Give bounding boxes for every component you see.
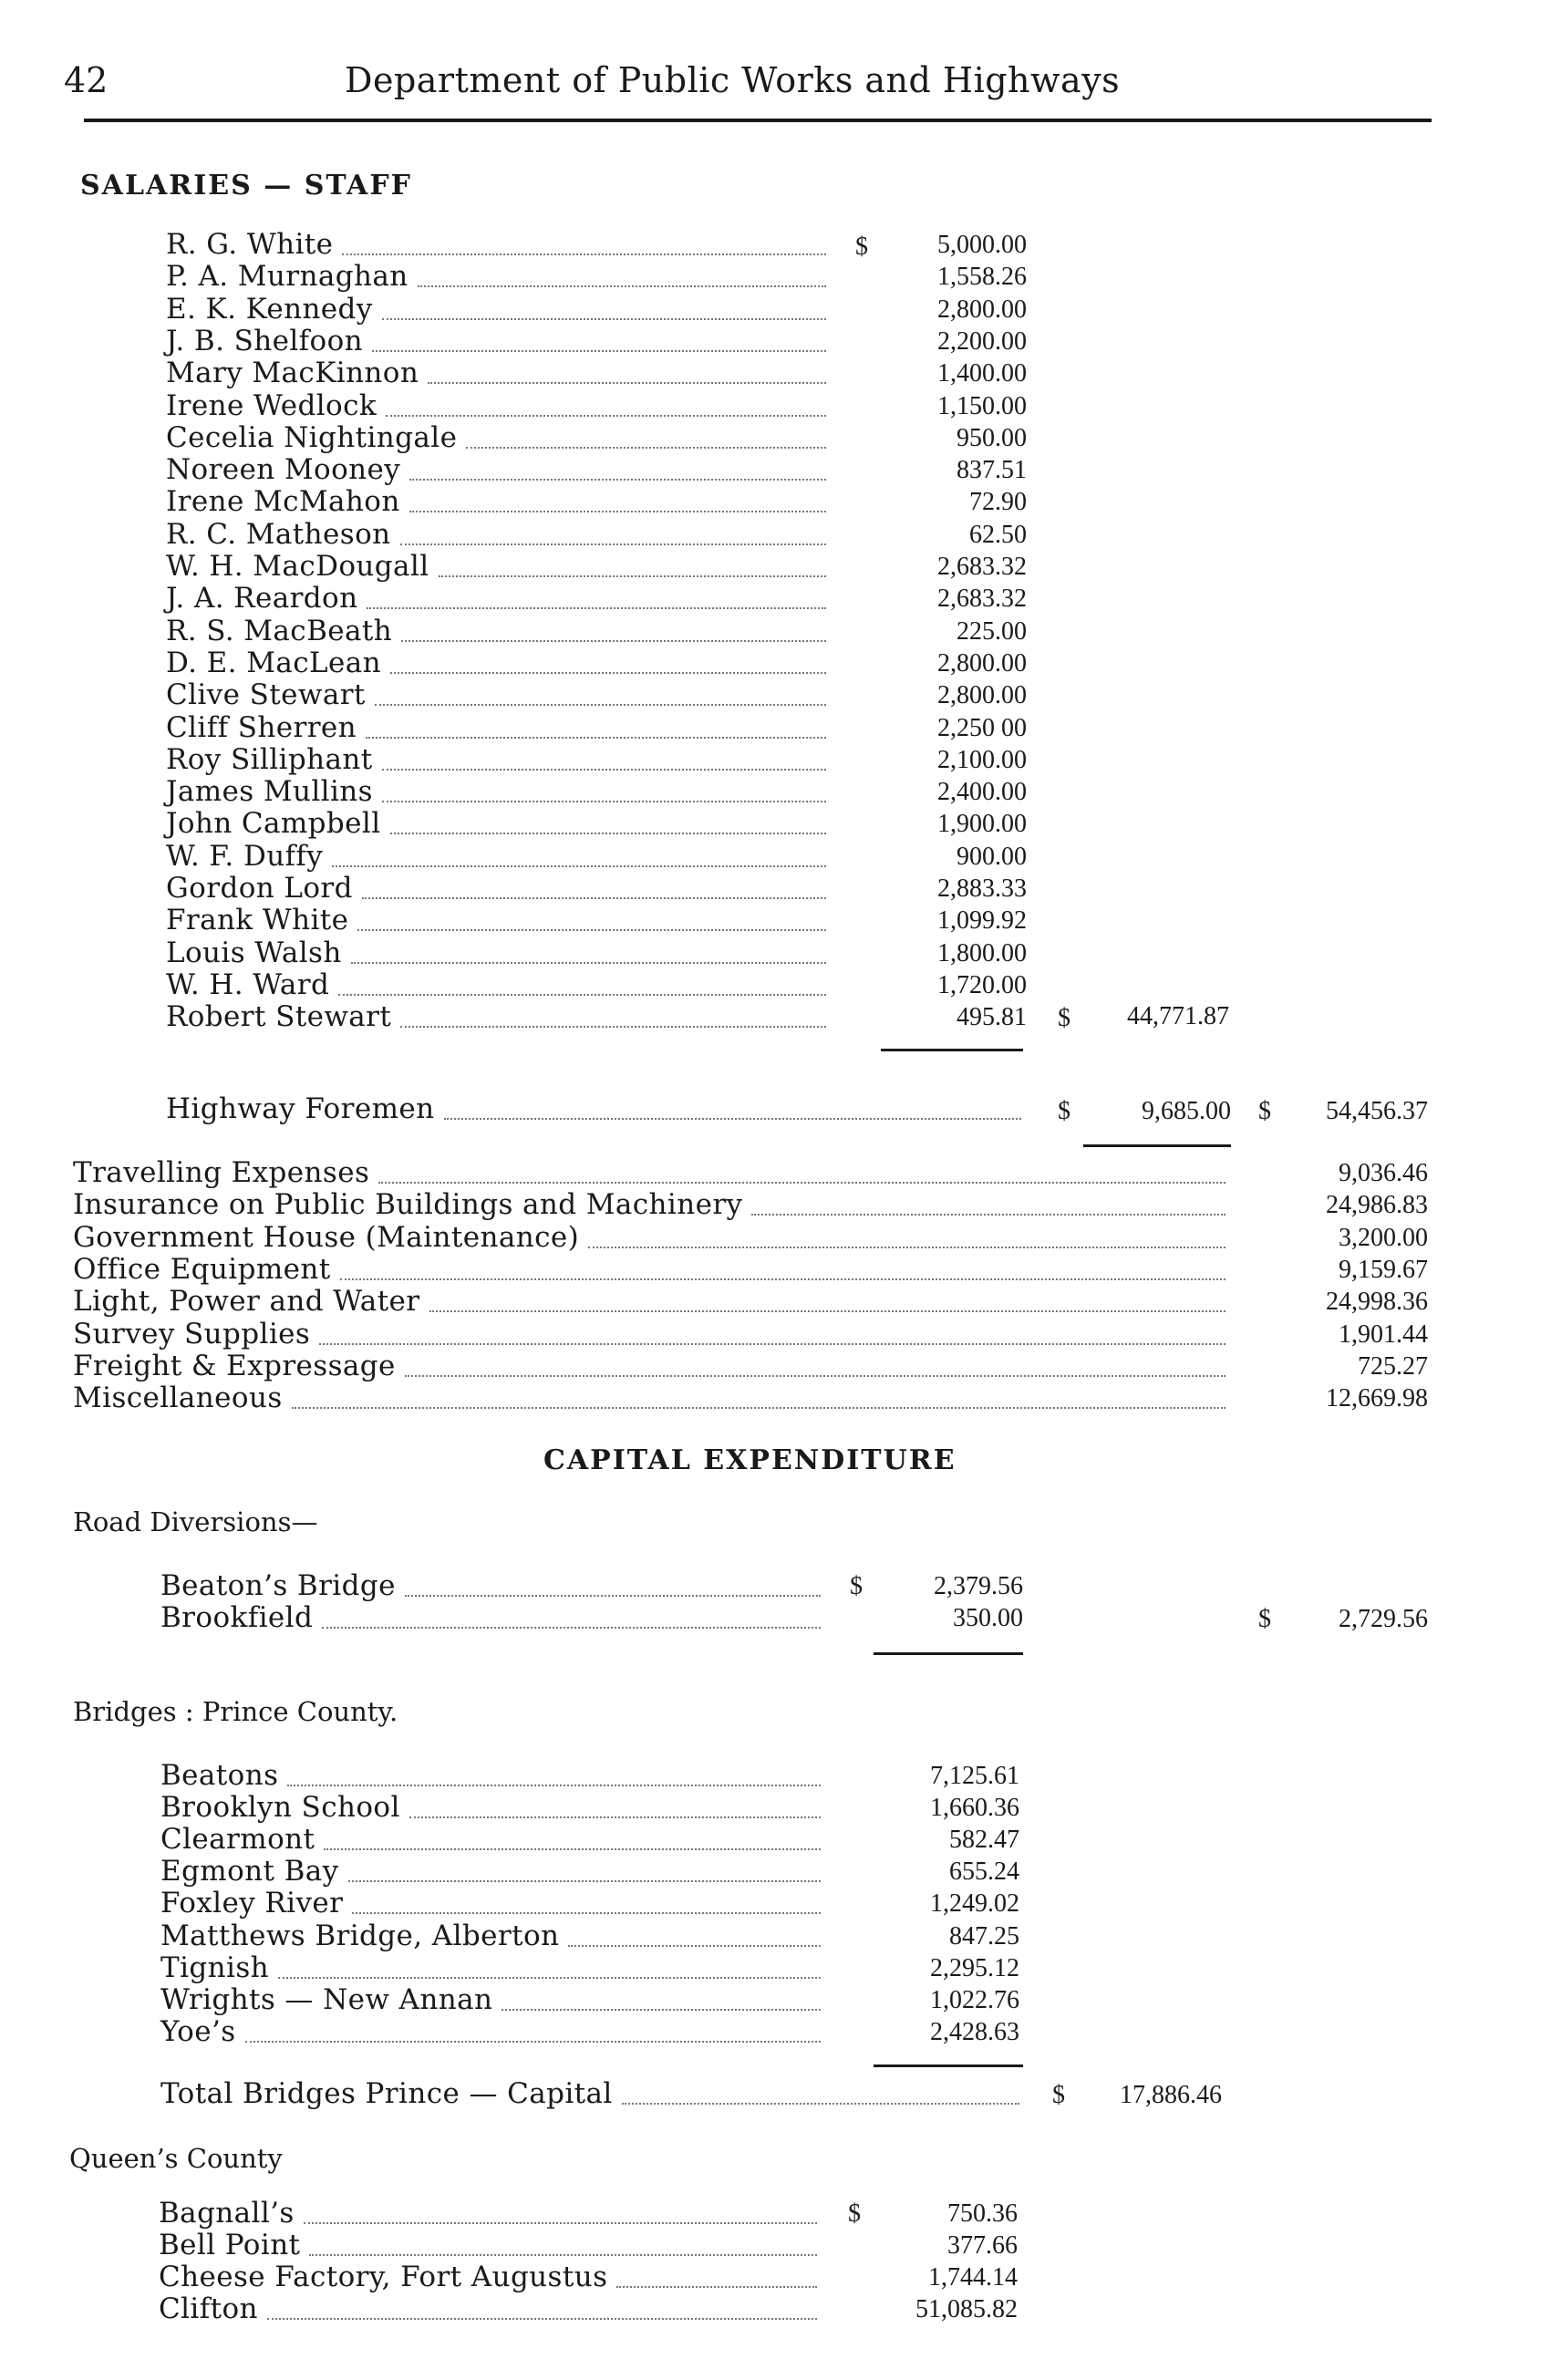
amount: 847.25 xyxy=(949,1921,1019,1951)
amount: 495.81 xyxy=(957,1003,1027,1032)
row-label: E. K. Kennedy xyxy=(166,292,373,326)
amount: 62.50 xyxy=(969,520,1027,549)
road-total: 2,729.56 xyxy=(1339,1605,1428,1633)
row-label: Government House (Maintenance) xyxy=(73,1220,580,1254)
column-rule xyxy=(1083,1144,1231,1147)
leader-dots xyxy=(382,318,826,320)
leader-dots xyxy=(367,607,826,609)
running-head: Department of Public Works and Highways xyxy=(345,60,1121,100)
leader-dots xyxy=(319,1343,1226,1345)
currency-symbol: $ xyxy=(1058,1004,1070,1032)
row-label: John Campbell xyxy=(166,807,381,841)
row-label: Egmont Bay xyxy=(160,1855,339,1888)
leader-dots xyxy=(400,1026,826,1028)
leader-dots xyxy=(322,1627,821,1629)
row-label: D. E. MacLean xyxy=(166,646,381,679)
row-label: J. B. Shelfoon xyxy=(166,324,364,357)
row-label: Highway Foremen xyxy=(166,1092,435,1125)
row-label: Mary MacKinnon xyxy=(166,357,419,390)
row-label: J. A. Reardon xyxy=(166,582,358,616)
currency-symbol: $ xyxy=(848,2199,861,2228)
leader-dots xyxy=(378,1182,1226,1184)
row-label: W. F. Duffy xyxy=(166,839,324,873)
leader-dots xyxy=(292,1407,1226,1409)
row-label: Cheese Factory, Fort Augustus xyxy=(159,2261,608,2294)
bridges-total: 17,886.46 xyxy=(1120,2081,1222,2109)
row-label: Office Equipment xyxy=(73,1252,331,1286)
amount: 24,986.83 xyxy=(1326,1191,1428,1220)
amount: 1,900.00 xyxy=(937,810,1027,839)
row-label: Clive Stewart xyxy=(166,678,366,712)
leader-dots xyxy=(372,350,826,352)
row-label: Irene Wedlock xyxy=(166,388,377,422)
amount: 1,901.44 xyxy=(1339,1319,1428,1349)
amount: 837.51 xyxy=(957,456,1027,485)
currency-symbol: $ xyxy=(1058,1097,1070,1125)
leader-dots xyxy=(362,897,826,899)
row-label: Louis Walsh xyxy=(166,936,342,969)
leader-dots xyxy=(405,1595,821,1597)
amount: 655.24 xyxy=(949,1857,1019,1887)
leader-dots xyxy=(390,672,826,674)
leader-dots xyxy=(375,704,826,706)
bridges-label: Bridges : Prince County. xyxy=(73,1696,398,1727)
amount: 2,800.00 xyxy=(937,681,1027,710)
amount: 1,800.00 xyxy=(937,938,1027,968)
leader-dots xyxy=(401,640,826,642)
amount: 377.66 xyxy=(947,2231,1018,2261)
amount: 2,800.00 xyxy=(937,648,1027,678)
leader-dots xyxy=(304,2222,817,2224)
row-label: Insurance on Public Buildings and Machinery xyxy=(73,1188,743,1222)
row-label: Beaton’s Bridge xyxy=(160,1569,396,1602)
amount: 2,379.56 xyxy=(934,1572,1023,1600)
leader-dots xyxy=(342,254,826,255)
row-label: Survey Supplies xyxy=(73,1317,311,1350)
row-label: James Mullins xyxy=(166,775,373,809)
leader-dots xyxy=(382,801,826,802)
amount: 7,125.61 xyxy=(930,1762,1019,1790)
leader-dots xyxy=(429,1310,1226,1312)
row-label: Matthews Bridge, Alberton xyxy=(160,1919,560,1952)
row-label: Travelling Expenses xyxy=(73,1156,370,1189)
row-label: Foxley River xyxy=(160,1887,344,1920)
row-label: R. G. White xyxy=(166,228,334,261)
row-label: W. H. Ward xyxy=(166,968,330,1001)
queens-county-label: Queen’s County xyxy=(69,2143,283,2174)
amount: 900.00 xyxy=(957,842,1027,871)
leader-dots xyxy=(390,833,826,834)
amount: 9,159.67 xyxy=(1339,1255,1428,1284)
leader-dots xyxy=(751,1214,1226,1216)
row-label: P. A. Murnaghan xyxy=(166,260,409,294)
leader-dots xyxy=(267,2318,817,2320)
amount: 2,883.33 xyxy=(937,874,1027,903)
leader-dots xyxy=(382,769,826,771)
row-label: Cliff Sherren xyxy=(166,710,357,744)
leader-dots xyxy=(405,1375,1226,1377)
amount: 750.36 xyxy=(947,2199,1018,2228)
row-label: Miscellaneous xyxy=(73,1381,283,1415)
amount: 582.47 xyxy=(949,1826,1019,1855)
salaries-total: 54,456.37 xyxy=(1326,1097,1428,1125)
leader-dots xyxy=(409,1816,821,1818)
amount: 2,428.63 xyxy=(930,2017,1019,2046)
currency-symbol: $ xyxy=(1258,1605,1271,1633)
amount: 5,000.00 xyxy=(937,231,1027,259)
amount: 72.90 xyxy=(969,488,1027,517)
amount: 9,036.46 xyxy=(1339,1159,1428,1187)
leader-dots xyxy=(352,1912,821,1914)
leader-dots xyxy=(439,575,826,577)
amount: 2,683.32 xyxy=(937,585,1027,614)
amount: 3,200.00 xyxy=(1339,1223,1428,1252)
leader-dots xyxy=(332,865,826,867)
row-label: R. C. Matheson xyxy=(166,517,391,551)
row-label: Robert Stewart xyxy=(166,1000,392,1034)
leader-dots xyxy=(409,511,826,512)
amount: 1,022.76 xyxy=(930,1985,1019,2014)
leader-dots xyxy=(466,447,826,449)
capital-title: CAPITAL EXPENDITURE xyxy=(543,1444,957,1476)
amount: 12,669.98 xyxy=(1326,1384,1428,1413)
row-label: R. S. MacBeath xyxy=(166,614,393,647)
amount: 350.00 xyxy=(953,1604,1023,1632)
currency-symbol: $ xyxy=(855,233,868,261)
row-label: Bagnall’s xyxy=(159,2197,295,2230)
leader-dots xyxy=(428,382,826,384)
row-label: Yoe’s xyxy=(160,2014,236,2048)
leader-dots xyxy=(351,962,826,964)
amount: 1,400.00 xyxy=(937,359,1027,388)
amount: 1,744.14 xyxy=(928,2263,1018,2292)
column-rule xyxy=(874,1652,1023,1655)
leader-dots xyxy=(622,2103,1019,2105)
row-label: Gordon Lord xyxy=(166,872,353,905)
amount: 1,558.26 xyxy=(937,263,1027,292)
currency-symbol: $ xyxy=(1052,2081,1065,2109)
amount: 2,683.32 xyxy=(937,553,1027,581)
row-label: Brooklyn School xyxy=(160,1791,400,1825)
row-label: Clifton xyxy=(159,2292,258,2326)
amount: 24,998.36 xyxy=(1326,1288,1428,1317)
leader-dots xyxy=(278,1977,821,1979)
leader-dots xyxy=(245,2041,821,2043)
row-label: Noreen Mooney xyxy=(166,453,401,487)
leader-dots xyxy=(444,1118,1022,1120)
row-label: Beatons xyxy=(160,1759,279,1792)
salaries-subtotal: 44,771.87 xyxy=(1127,1002,1229,1030)
row-label: Total Bridges Prince — Capital xyxy=(160,2077,613,2110)
amount: 2,295.12 xyxy=(930,1953,1019,1982)
amount: 51,085.82 xyxy=(915,2295,1018,2324)
leader-dots xyxy=(357,929,826,931)
column-rule xyxy=(874,2064,1023,2067)
row-label: Freight & Expressage xyxy=(73,1349,396,1382)
row-label: Frank White xyxy=(166,904,349,937)
row-label: Clearmont xyxy=(160,1823,315,1857)
row-label: W. H. MacDougall xyxy=(166,550,429,583)
leader-dots xyxy=(366,737,826,739)
leader-dots xyxy=(324,1848,821,1850)
leader-dots xyxy=(568,1945,821,1947)
amount: 1,150.00 xyxy=(937,391,1027,420)
row-label: Wrights — New Annan xyxy=(160,1982,493,2016)
leader-dots xyxy=(502,2009,821,2011)
leader-dots xyxy=(588,1247,1226,1248)
foremen-amount: 9,685.00 xyxy=(1142,1097,1231,1125)
row-label: Roy Silliphant xyxy=(166,742,373,776)
row-label: Tignish xyxy=(160,1951,269,1984)
page-number: 42 xyxy=(64,60,109,100)
leader-dots xyxy=(309,2254,817,2256)
amount: 725.27 xyxy=(1358,1351,1428,1381)
amount: 2,200.00 xyxy=(937,326,1027,356)
row-label: Cecelia Nightingale xyxy=(166,420,458,454)
leader-dots xyxy=(386,415,826,417)
section-title: SALARIES — STAFF xyxy=(80,170,412,202)
amount: 1,099.92 xyxy=(937,906,1027,936)
amount: 225.00 xyxy=(957,616,1027,646)
leader-dots xyxy=(400,543,826,545)
leader-dots xyxy=(340,1278,1226,1280)
currency-symbol: $ xyxy=(850,1572,863,1600)
leader-dots xyxy=(616,2286,817,2288)
amount: 2,400.00 xyxy=(937,778,1027,807)
row-label: Brookfield xyxy=(160,1601,314,1634)
header-rule xyxy=(84,119,1432,122)
amount: 2,250 00 xyxy=(937,713,1027,742)
row-label: Irene McMahon xyxy=(166,485,400,519)
amount: 1,660.36 xyxy=(930,1794,1019,1823)
row-label: Light, Power and Water xyxy=(73,1285,420,1319)
road-diversions-label: Road Diversions— xyxy=(73,1506,318,1537)
amount: 2,100.00 xyxy=(937,745,1027,774)
amount: 1,720.00 xyxy=(937,970,1027,999)
leader-dots xyxy=(418,285,826,287)
leader-dots xyxy=(338,994,826,996)
row-label: Bell Point xyxy=(159,2229,301,2262)
amount: 950.00 xyxy=(957,423,1027,452)
currency-symbol: $ xyxy=(1258,1097,1271,1125)
amount: 2,800.00 xyxy=(937,295,1027,324)
leader-dots xyxy=(409,479,826,481)
amount: 1,249.02 xyxy=(930,1889,1019,1919)
leader-dots xyxy=(287,1785,821,1786)
column-rule xyxy=(881,1049,1023,1051)
leader-dots xyxy=(348,1880,821,1882)
